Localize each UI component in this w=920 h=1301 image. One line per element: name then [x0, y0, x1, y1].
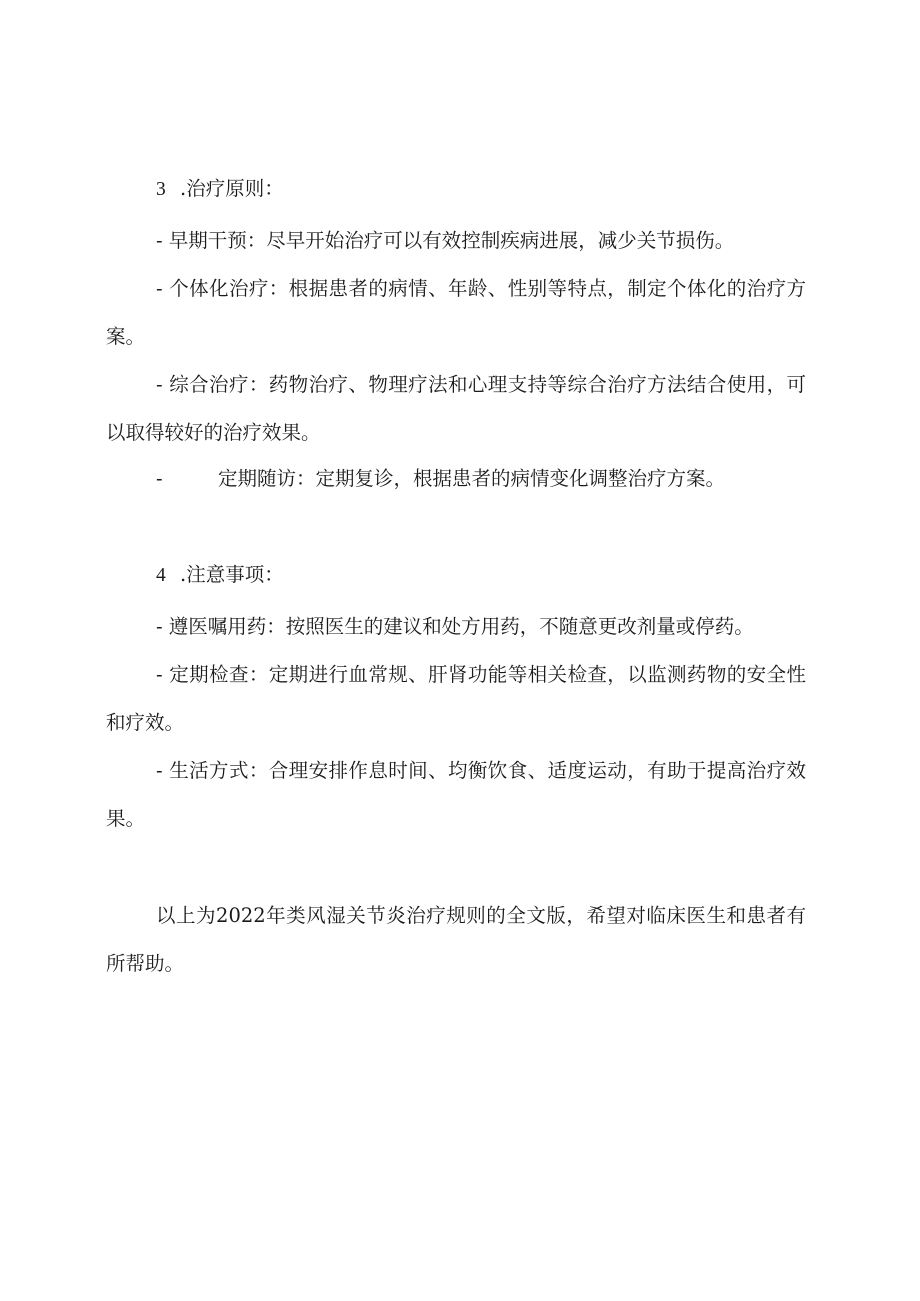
section-4-heading [106, 561, 856, 589]
section-3-heading [106, 175, 856, 203]
section-4-item-lifestyle: - 生活方式：合理安排作息时间、均衡饮食、适度运动，有助于提高治疗效果。 [106, 759, 806, 830]
section-3-item-individual: - 个体化治疗：根据患者的病情、年龄、性别等特点，制定个体化的治疗方案。 [106, 277, 806, 348]
followup-dash: - [156, 467, 163, 490]
section-3-item-followup [106, 465, 856, 492]
section-3-number: 3 [156, 179, 166, 200]
section-4-title: .注意事项： [180, 563, 284, 586]
section-4-item-checkup: - 定期检查：定期进行血常规、肝肾功能等相关检查，以监测药物的安全性和疗效。 [106, 663, 806, 734]
section-3-item-comprehensive: - 综合治疗：药物治疗、物理疗法和心理支持等综合治疗方法结合使用，可以取得较好的治疗效果。 [106, 373, 806, 444]
section-3-title: .治疗原则： [180, 177, 284, 200]
followup-text: 定期随访：定期复诊，根据患者的病情变化调整治疗方案。 [218, 467, 726, 490]
section-4-number: 4 [156, 565, 166, 586]
closing-paragraph: 以上为2022年类风湿关节炎治疗规则的全文版，希望对临床医生和患者有所帮助。 [106, 904, 806, 975]
section-4-item-medication: - 遵医嘱用药：按照医生的建议和处方用药，不随意更改剂量或停药。 [156, 615, 754, 638]
section-3-item-early: - 早期干预：尽早开始治疗可以有效控制疾病进展，减少关节损伤。 [156, 229, 735, 252]
